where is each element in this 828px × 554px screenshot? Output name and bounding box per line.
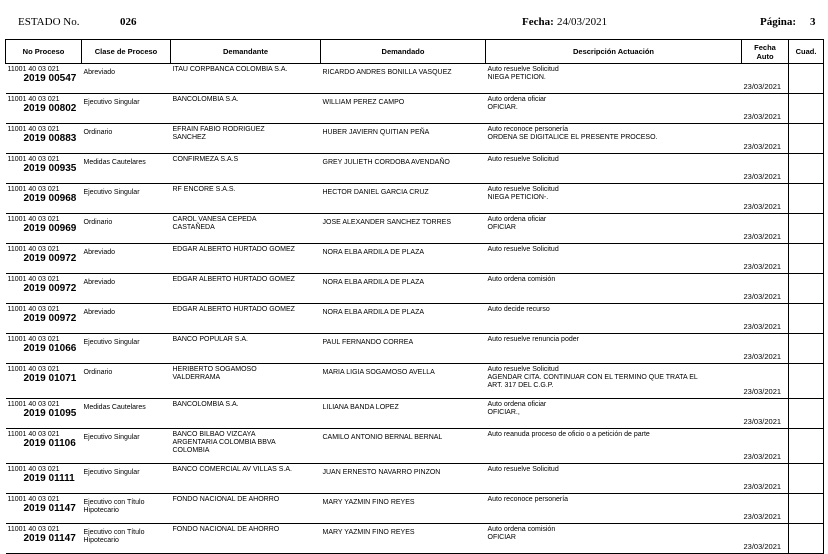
proceso-court-code: 11001 40 03 021 <box>7 276 60 283</box>
table-row <box>6 154 824 184</box>
fecha-auto-cell: 23/03/2021 <box>742 399 789 429</box>
no-proceso-cell <box>6 214 82 244</box>
demandante-cell: FONDO NACIONAL DE AHORRO <box>171 524 321 554</box>
demandado-cell: MARY YAZMIN FINO REYES <box>321 524 486 554</box>
clase-proceso-cell: Abreviado <box>82 274 171 304</box>
cuad-cell <box>789 399 824 429</box>
clase-proceso-cell: Ordinario <box>82 214 171 244</box>
descripcion-cell: Auto resuelve Solicitud AGENDAR CITA. CONTINUAR CON EL TERMINO QUE TRATA EL ART. 317 DEL C.G.P. <box>486 364 742 399</box>
table-row <box>6 214 824 244</box>
cuad-cell <box>789 464 824 494</box>
fecha-auto-cell: 23/03/2021 <box>742 124 789 154</box>
demandado-cell: JOSE ALEXANDER SANCHEZ TORRES <box>321 214 486 244</box>
demandante-cell: EDGAR ALBERTO HURTADO GOMEZ <box>171 304 321 334</box>
no-proceso-cell <box>6 429 82 464</box>
no-proceso-cell <box>6 154 82 184</box>
table-row <box>6 124 824 154</box>
proceso-court-code: 11001 40 03 021 <box>7 156 60 163</box>
estado-number: 026 <box>120 16 137 28</box>
no-proceso-cell <box>6 184 82 214</box>
cuad-cell <box>789 94 824 124</box>
descripcion-cell: Auto ordena comisión <box>486 274 742 304</box>
proceso-number: 2019 00802 <box>23 103 77 115</box>
pagina-value: 3 <box>810 16 816 28</box>
clase-proceso-cell: Ordinario <box>82 124 171 154</box>
estado-table <box>5 39 824 554</box>
descripcion-cell: Auto resuelve renuncia poder <box>486 334 742 364</box>
descripcion-cell: Auto resuelve Solicitud <box>486 154 742 184</box>
table-row <box>6 184 824 214</box>
fecha-auto-cell: 23/03/2021 <box>742 494 789 524</box>
no-proceso-cell <box>6 94 82 124</box>
cuad-cell <box>789 214 824 244</box>
fecha-auto-cell: 23/03/2021 <box>742 64 789 94</box>
fecha-value: 24/03/2021 <box>557 16 608 28</box>
descripcion-cell: Auto resuelve Solicitud <box>486 244 742 274</box>
proceso-number: 2019 00883 <box>23 133 77 145</box>
proceso-number: 2019 01095 <box>23 408 77 420</box>
clase-proceso-cell: Ejecutivo con Título Hipotecario <box>82 494 171 524</box>
clase-proceso-cell: Medidas Cautelares <box>82 154 171 184</box>
clase-proceso-cell: Abreviado <box>82 64 171 94</box>
descripcion-cell: Auto reconoce personería <box>486 494 742 524</box>
col-demandante: Demandante <box>171 40 321 64</box>
clase-proceso-cell: Ejecutivo Singular <box>82 334 171 364</box>
demandado-cell: NORA ELBA ARDILA DE PLAZA <box>321 304 486 334</box>
col-clase-proceso: Clase de Proceso <box>82 40 171 64</box>
fecha-auto-cell: 23/03/2021 <box>742 154 789 184</box>
proceso-number: 2019 01147 <box>23 533 76 545</box>
demandado-cell: JUAN ERNESTO NAVARRO PINZON <box>321 464 486 494</box>
demandante-cell: FONDO NACIONAL DE AHORRO <box>171 494 321 524</box>
demandado-cell: RICARDO ANDRES BONILLA VASQUEZ <box>321 64 486 94</box>
demandante-cell: BANCO BILBAO VIZCAYA ARGENTARIA COLOMBIA BBVA COLOMBIA <box>171 429 321 464</box>
fecha-auto-cell: 23/03/2021 <box>742 334 789 364</box>
demandante-cell: ITAU CORPBANCA COLOMBIA S.A. <box>171 64 321 94</box>
proceso-court-code: 11001 40 03 021 <box>7 366 60 373</box>
proceso-number: 2019 00547 <box>23 73 77 85</box>
clase-proceso-cell: Ejecutivo con Título Hipotecario <box>82 524 171 554</box>
col-cuad: Cuad. <box>789 40 824 64</box>
demandado-cell: HUBER JAVIERN QUITIAN PEÑA <box>321 124 486 154</box>
fecha-auto-cell: 23/03/2021 <box>742 524 789 554</box>
no-proceso-cell <box>6 524 82 554</box>
fecha-auto-cell: 23/03/2021 <box>742 304 789 334</box>
demandante-cell: BANCO POPULAR S.A. <box>171 334 321 364</box>
proceso-number: 2019 01111 <box>23 473 75 485</box>
proceso-court-code: 11001 40 03 021 <box>7 246 60 253</box>
no-proceso-cell <box>6 399 82 429</box>
table-row <box>6 64 824 94</box>
cuad-cell <box>789 334 824 364</box>
proceso-number: 2019 01106 <box>23 438 76 450</box>
no-proceso-cell <box>6 64 82 94</box>
col-descripcion: Descripción Actuación <box>486 40 742 64</box>
demandado-cell: HECTOR DANIEL GARCIA CRUZ <box>321 184 486 214</box>
demandante-cell: BANCOLOMBIA S.A. <box>171 94 321 124</box>
fecha-auto-cell: 23/03/2021 <box>742 94 789 124</box>
table-row <box>6 94 824 124</box>
proceso-court-code: 11001 40 03 021 <box>7 216 60 223</box>
demandante-cell: BANCO COMERCIAL AV VILLAS S.A. <box>171 464 321 494</box>
fecha-auto-cell: 23/03/2021 <box>742 464 789 494</box>
demandado-cell: CAMILO ANTONIO BERNAL BERNAL <box>321 429 486 464</box>
proceso-court-code: 11001 40 03 021 <box>7 431 60 438</box>
pagina-label: Página: <box>760 16 797 28</box>
table-row <box>6 244 824 274</box>
descripcion-cell: Auto ordena oficiar OFICIAR., <box>486 399 742 429</box>
clase-proceso-cell: Ordinario <box>82 364 171 399</box>
table-row <box>6 274 824 304</box>
demandante-cell: CONFIRMEZA S.A.S <box>171 154 321 184</box>
proceso-number: 2019 01147 <box>23 503 76 515</box>
demandado-cell: WILLIAM PEREZ CAMPO <box>321 94 486 124</box>
cuad-cell <box>789 274 824 304</box>
clase-proceso-cell: Ejecutivo Singular <box>82 429 171 464</box>
cuad-cell <box>789 244 824 274</box>
col-no-proceso: No Proceso <box>6 40 82 64</box>
proceso-court-code: 11001 40 03 021 <box>7 126 60 133</box>
proceso-number: 2019 00972 <box>23 283 77 295</box>
clase-proceso-cell: Ejecutivo Singular <box>82 464 171 494</box>
proceso-court-code: 11001 40 03 021 <box>7 96 60 103</box>
clase-proceso-cell: Abreviado <box>82 244 171 274</box>
fecha-auto-cell: 23/03/2021 <box>742 244 789 274</box>
demandado-cell: GREY JULIETH CORDOBA AVENDAÑO <box>321 154 486 184</box>
descripcion-cell: Auto decide recurso <box>486 304 742 334</box>
proceso-number: 2019 01071 <box>23 373 77 385</box>
table-row <box>6 304 824 334</box>
proceso-court-code: 11001 40 03 021 <box>7 66 60 73</box>
cuad-cell <box>789 304 824 334</box>
fecha-auto-cell: 23/03/2021 <box>742 364 789 399</box>
no-proceso-cell <box>6 274 82 304</box>
col-demandado: Demandado <box>321 40 486 64</box>
fecha-auto-cell: 23/03/2021 <box>742 274 789 304</box>
table-row <box>6 464 824 494</box>
cuad-cell <box>789 184 824 214</box>
demandado-cell: NORA ELBA ARDILA DE PLAZA <box>321 244 486 274</box>
demandante-cell: BANCOLOMBIA S.A. <box>171 399 321 429</box>
proceso-court-code: 11001 40 03 021 <box>7 466 60 473</box>
proceso-court-code: 11001 40 03 021 <box>7 336 60 343</box>
fecha-auto-cell: 23/03/2021 <box>742 214 789 244</box>
demandado-cell: PAUL FERNANDO CORREA <box>321 334 486 364</box>
demandado-cell: NORA ELBA ARDILA DE PLAZA <box>321 274 486 304</box>
demandante-cell: EFRAIN FABIO RODRIGUEZ SANCHEZ <box>171 124 321 154</box>
clase-proceso-cell: Ejecutivo Singular <box>82 94 171 124</box>
demandado-cell: MARIA LIGIA SOGAMOSO AVELLA <box>321 364 486 399</box>
descripcion-cell: Auto resuelve Solicitud NIEGA PETICION-. <box>486 184 742 214</box>
demandante-cell: EDGAR ALBERTO HURTADO GOMEZ <box>171 274 321 304</box>
table-row <box>6 494 824 524</box>
proceso-court-code: 11001 40 03 021 <box>7 306 60 313</box>
cuad-cell <box>789 524 824 554</box>
fecha-label: Fecha: <box>522 16 554 28</box>
proceso-court-code: 11001 40 03 021 <box>7 401 60 408</box>
estado-label: ESTADO No. <box>18 16 80 28</box>
table-header-row <box>6 40 824 64</box>
clase-proceso-cell: Abreviado <box>82 304 171 334</box>
no-proceso-cell <box>6 464 82 494</box>
table-row <box>6 334 824 364</box>
fecha-auto-cell: 23/03/2021 <box>742 429 789 464</box>
proceso-court-code: 11001 40 03 021 <box>7 526 60 533</box>
descripcion-cell: Auto reconoce personería ORDENA SE DIGITALICE EL PRESENTE PROCESO. <box>486 124 742 154</box>
no-proceso-cell <box>6 364 82 399</box>
descripcion-cell: Auto ordena comisión OFICIAR <box>486 524 742 554</box>
demandado-cell: LILIANA BANDA LOPEZ <box>321 399 486 429</box>
descripcion-cell: Auto ordena oficiar OFICIAR. <box>486 94 742 124</box>
cuad-cell <box>789 154 824 184</box>
cuad-cell <box>789 124 824 154</box>
demandante-cell: RF ENCORE S.A.S. <box>171 184 321 214</box>
no-proceso-cell <box>6 334 82 364</box>
proceso-number: 2019 00972 <box>23 313 77 325</box>
no-proceso-cell <box>6 124 82 154</box>
table-row <box>6 399 824 429</box>
descripcion-cell: Auto reanuda proceso de oficio o a petición de parte <box>486 429 742 464</box>
proceso-number: 2019 00935 <box>23 163 77 175</box>
proceso-number: 2019 00969 <box>23 223 77 235</box>
no-proceso-cell <box>6 244 82 274</box>
no-proceso-cell <box>6 494 82 524</box>
cuad-cell <box>789 429 824 464</box>
fecha-auto-cell: 23/03/2021 <box>742 184 789 214</box>
proceso-number: 2019 00968 <box>23 193 77 205</box>
descripcion-cell: Auto resuelve Solicitud <box>486 464 742 494</box>
demandado-cell: MARY YAZMIN FINO REYES <box>321 494 486 524</box>
col-fecha-auto: Fecha Auto <box>742 40 789 64</box>
proceso-number: 2019 01066 <box>23 343 77 355</box>
table-row <box>6 429 824 464</box>
descripcion-cell: Auto ordena oficiar OFICIAR <box>486 214 742 244</box>
descripcion-cell: Auto resuelve Solicitud NIEGA PETICION. <box>486 64 742 94</box>
cuad-cell <box>789 364 824 399</box>
proceso-court-code: 11001 40 03 021 <box>7 186 60 193</box>
no-proceso-cell <box>6 304 82 334</box>
proceso-number: 2019 00972 <box>23 253 77 265</box>
demandante-cell: EDGAR ALBERTO HURTADO GOMEZ <box>171 244 321 274</box>
table-row <box>6 524 824 554</box>
cuad-cell <box>789 494 824 524</box>
clase-proceso-cell: Medidas Cautelares <box>82 399 171 429</box>
clase-proceso-cell: Ejecutivo Singular <box>82 184 171 214</box>
table-row <box>6 364 824 399</box>
demandante-cell: HERIBERTO SOGAMOSO VALDERRAMA <box>171 364 321 399</box>
cuad-cell <box>789 64 824 94</box>
proceso-court-code: 11001 40 03 021 <box>7 496 60 503</box>
demandante-cell: CAROL VANESA CEPEDA CASTAÑEDA <box>171 214 321 244</box>
